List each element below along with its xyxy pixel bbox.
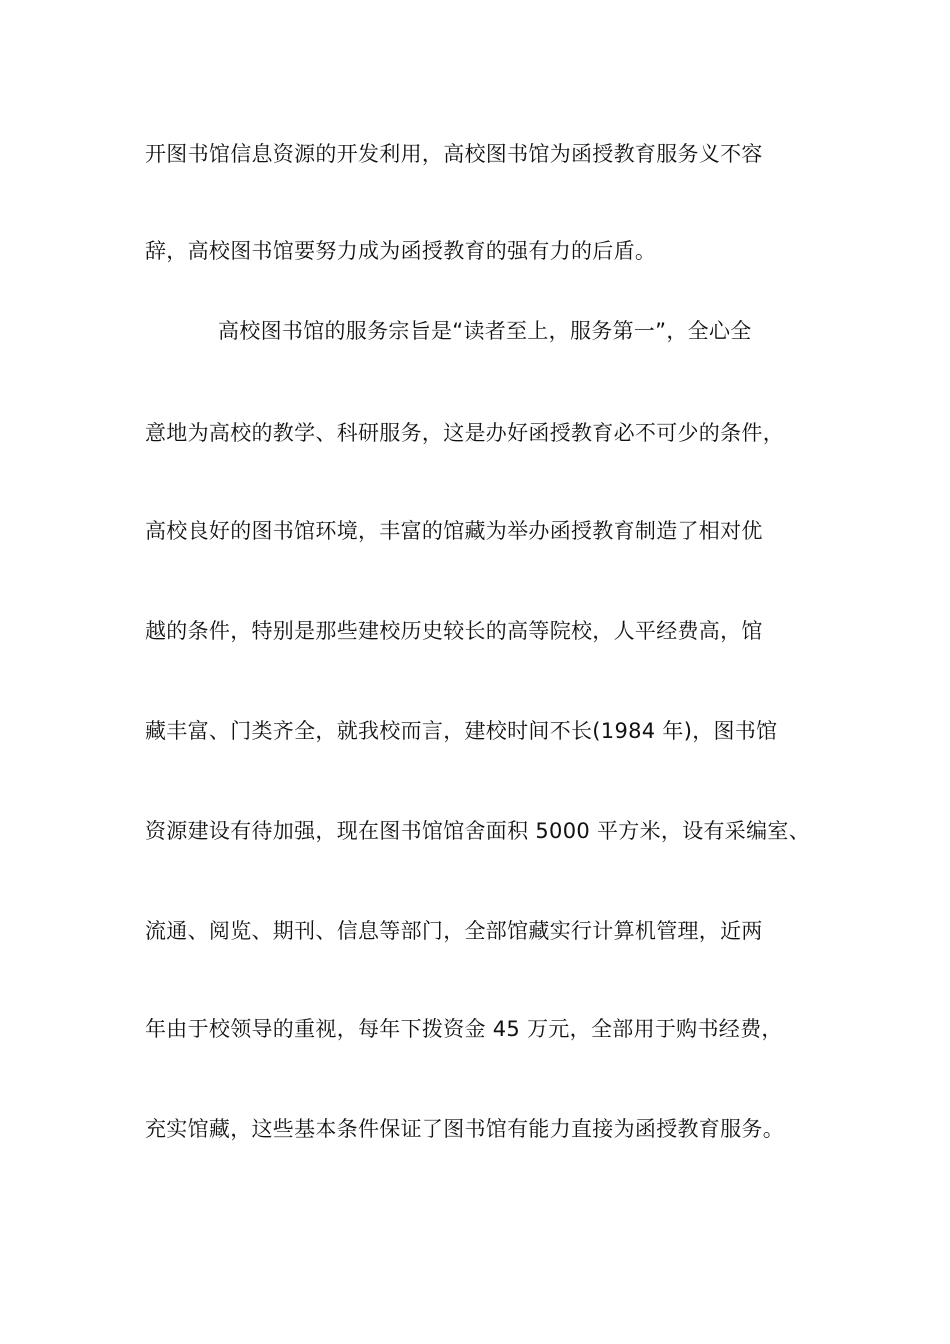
- text-line: 意地为高校的教学、科研服务，这是办好函授教育必不可少的条件，: [145, 421, 784, 445]
- text-line: 越的条件，特别是那些建校历史较长的高等院校，人平经费高，馆: [145, 619, 763, 643]
- text-line: 辞，高校图书馆要努力成为函授教育的强有力的后盾。: [145, 239, 657, 263]
- text-line: 年由于校领导的重视，每年下拨资金 45 万元，全部用于购书经费，: [145, 1017, 783, 1041]
- paragraph-first-line: 高校图书馆的服务宗旨是“读者至上，服务第一”，全心全: [218, 319, 752, 343]
- text-line: 藏丰富、门类齐全，就我校而言，建校时间不长(1984 年)，图书馆: [145, 719, 778, 743]
- text-line: 开图书馆信息资源的开发利用，高校图书馆为函授教育服务义不容: [145, 142, 763, 166]
- text-line: 充实馆藏，这些基本条件保证了图书馆有能力直接为函授教育服务。: [145, 1117, 784, 1141]
- text-line: 流通、阅览、期刊、信息等部门，全部馆藏实行计算机管理，近两: [145, 919, 763, 943]
- text-line: 资源建设有待加强，现在图书馆馆舍面积 5000 平方米，设有采编室、: [145, 819, 810, 843]
- text-line: 高校良好的图书馆环境，丰富的馆藏为举办函授教育制造了相对优: [145, 519, 763, 543]
